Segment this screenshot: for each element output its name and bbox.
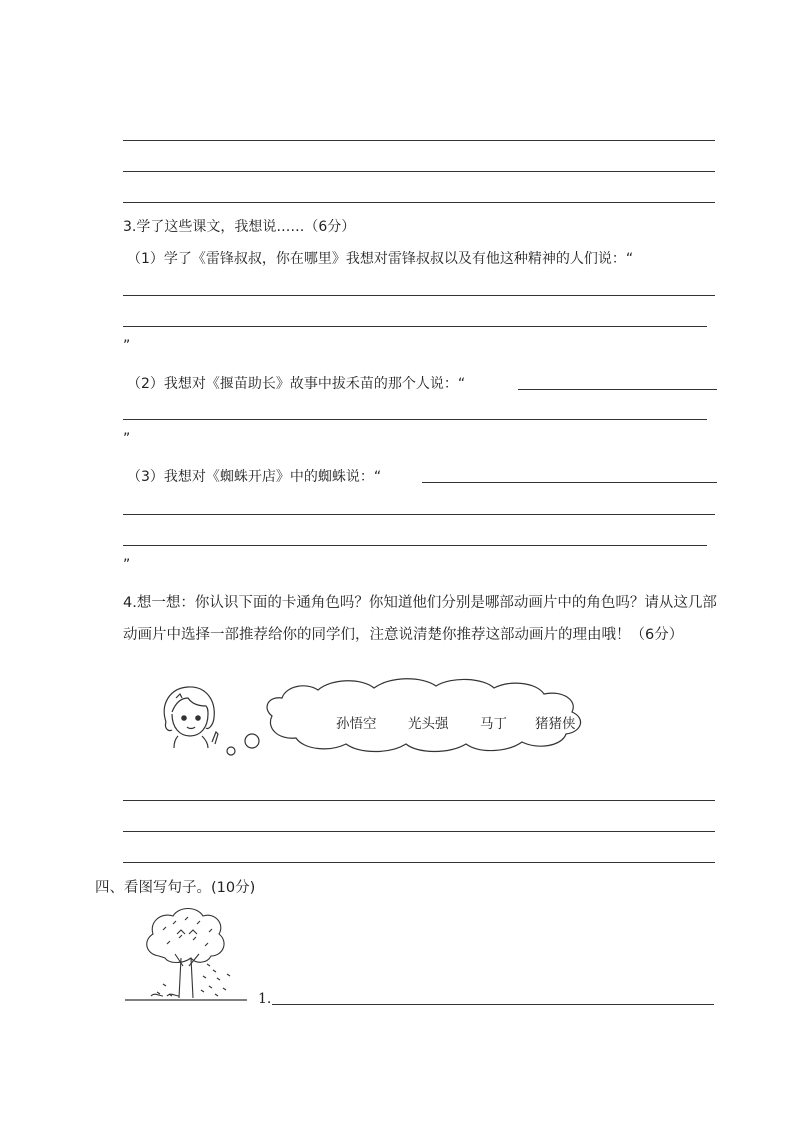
q3-item2: （2）我想对《揠苗助长》故事中拔禾苗的那个人说：“ [127,376,466,392]
character-name: 猪猪侠 [535,716,576,732]
close-quote: ” [123,557,131,573]
answer-line[interactable] [123,295,715,296]
answer-line[interactable] [123,800,715,801]
answer-line[interactable] [123,171,715,172]
q3-title: 3.学了这些课文，我想说……（6分） [123,219,356,235]
answer-line[interactable] [123,545,707,546]
character-name: 马丁 [480,716,507,732]
q3-item3: （3）我想对《蜘蛛开店》中的蜘蛛说：“ [127,469,382,485]
answer-line[interactable] [123,831,715,832]
close-quote: ” [123,338,131,354]
answer-line[interactable] [123,326,707,327]
answer-line[interactable] [518,389,717,390]
section4-title: 四、看图写句子。(10分) [95,880,256,896]
answer-line[interactable] [123,140,715,141]
answer-line[interactable] [422,482,717,483]
answer-line[interactable] [123,514,715,515]
answer-line[interactable] [123,419,707,420]
answer-line[interactable] [123,202,715,203]
q3-item1: （1）学了《雷锋叔叔，你在哪里》我想对雷锋叔叔以及有他这种精神的人们说：“ [127,251,634,267]
section4-item1-num: 1. [258,991,272,1007]
tree-illustration [123,904,249,1004]
close-quote: ” [123,431,131,447]
q4-text: 4.想一想：你认识下面的卡通角色吗？你知道他们分别是哪部动画片中的角色吗？请从这几部动画片中选择一部推荐给你的同学们，注意说清楚你推荐这部动画片的理由哦！（6分） [123,595,717,643]
answer-line[interactable] [272,1004,714,1005]
character-name: 光头强 [408,716,449,732]
character-name: 孙悟空 [336,716,377,732]
answer-line[interactable] [123,862,715,863]
